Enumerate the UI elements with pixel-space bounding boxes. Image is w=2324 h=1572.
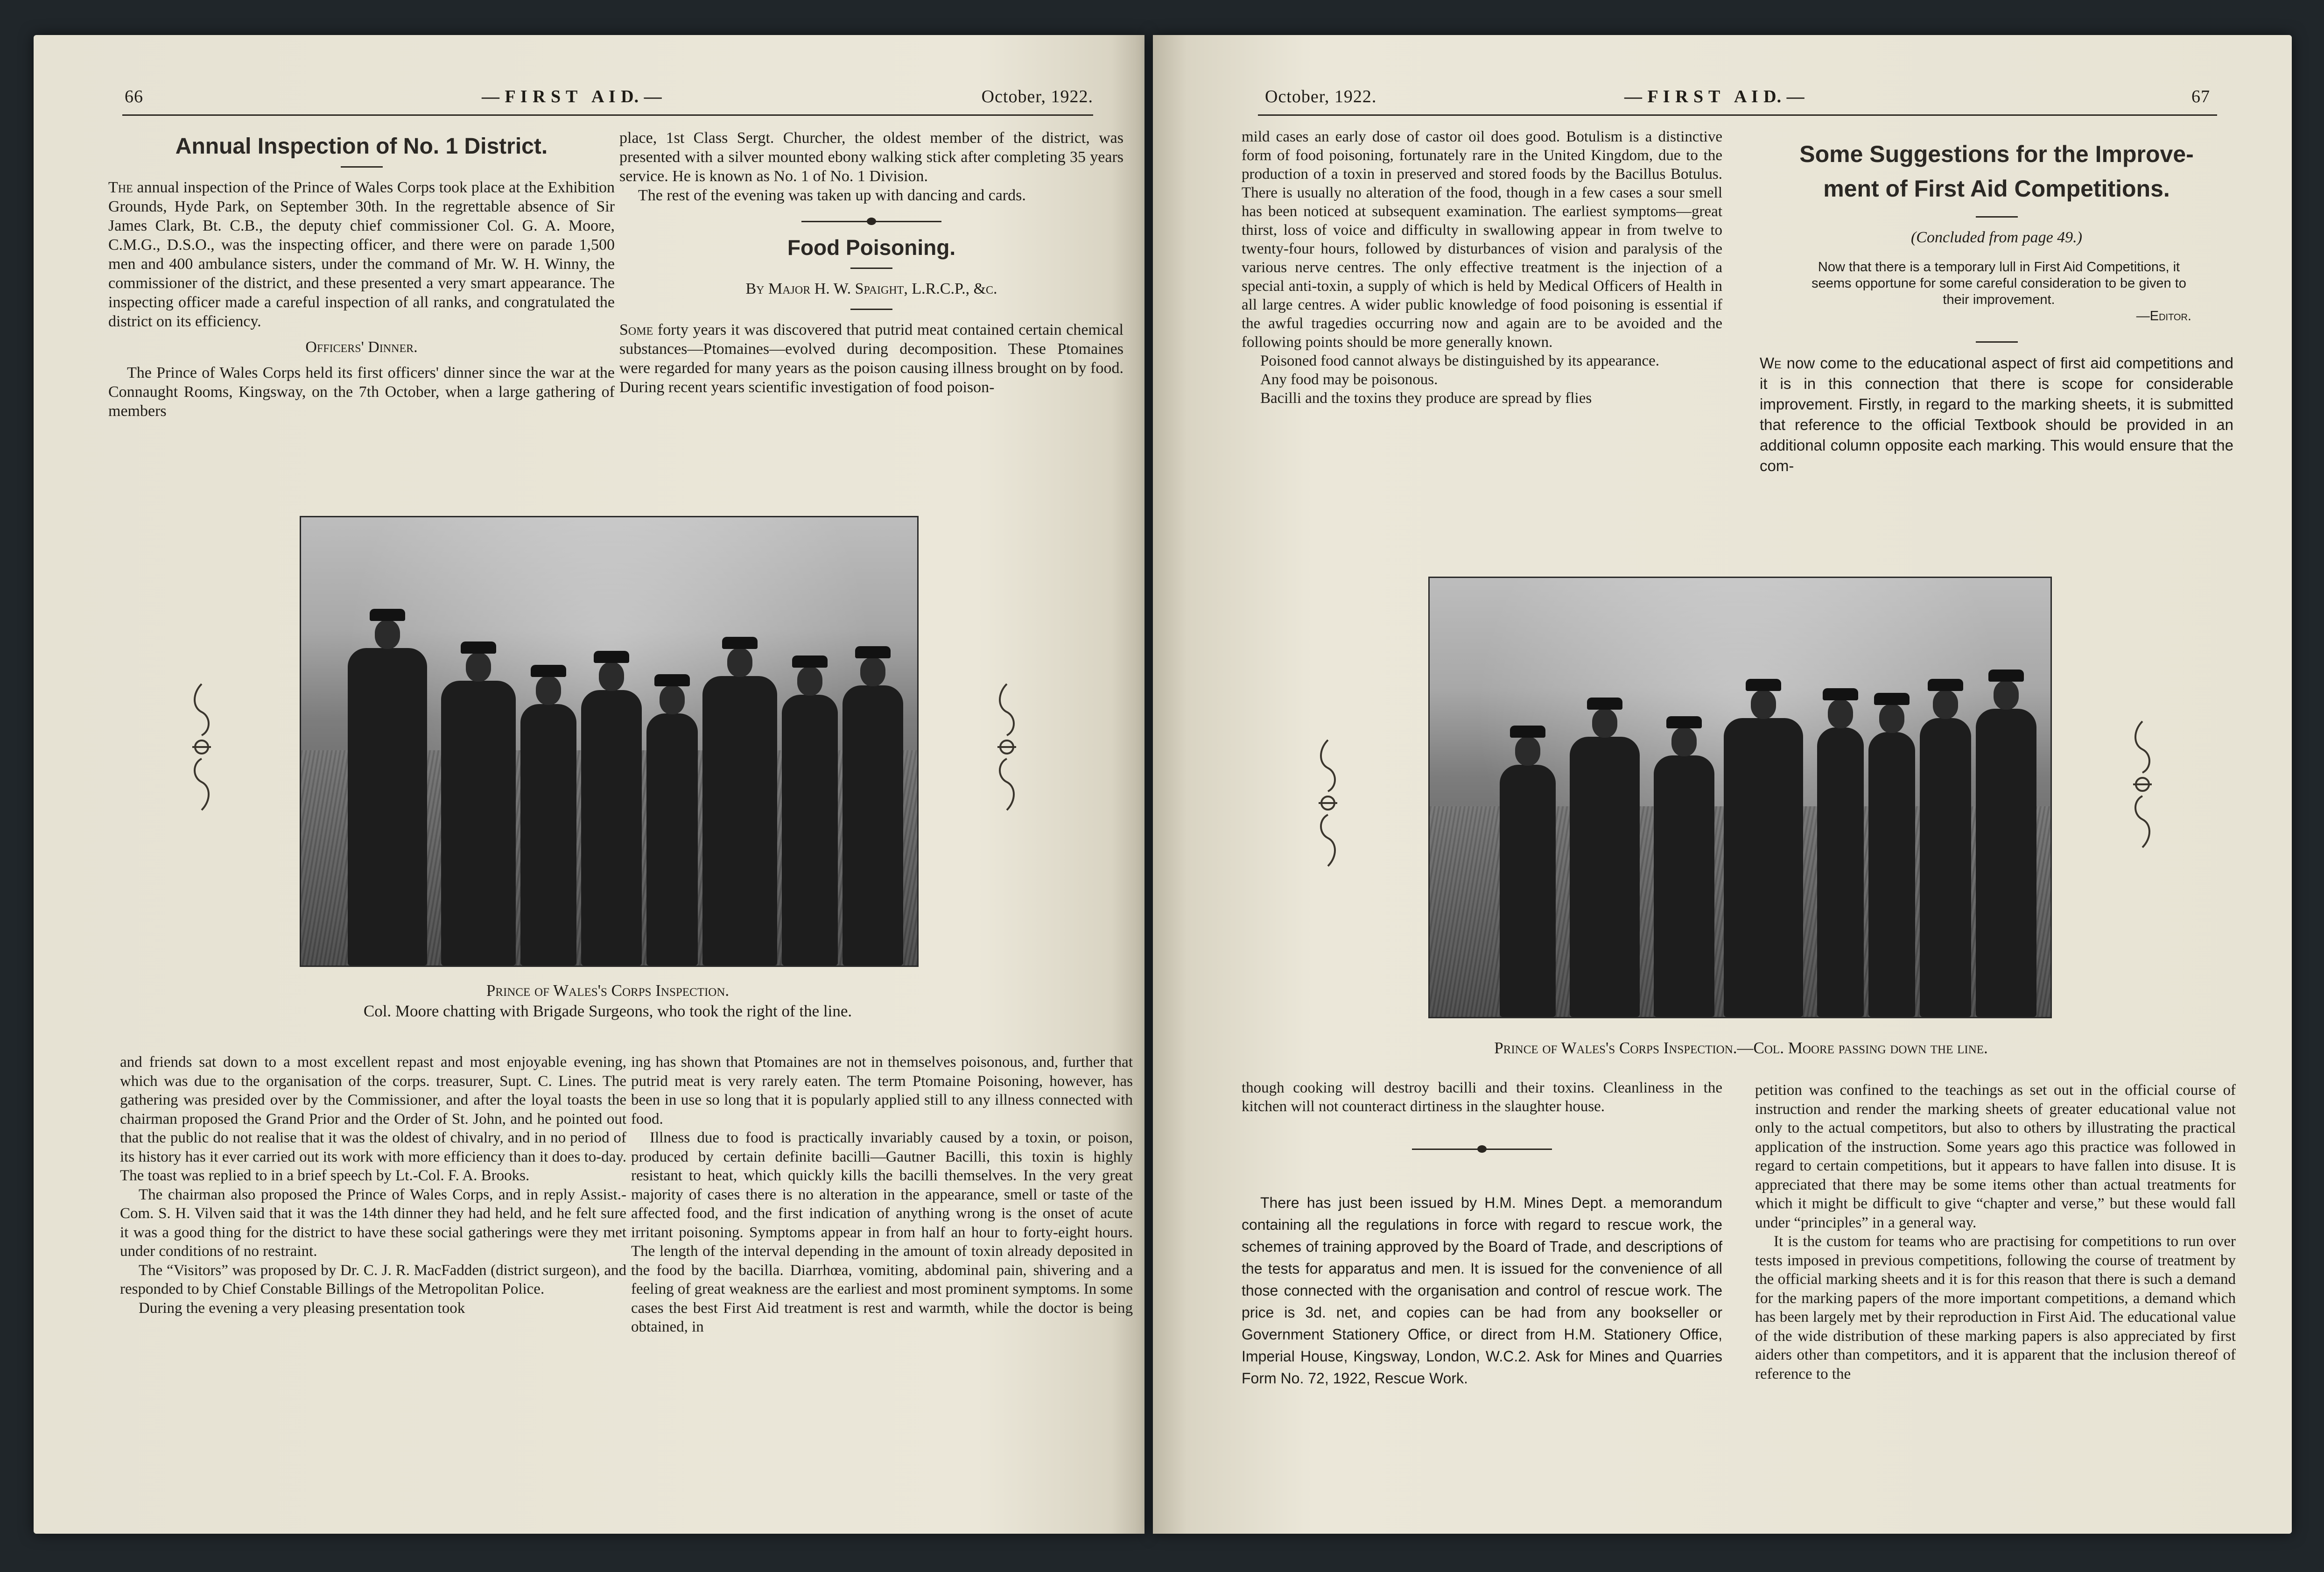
suggestions-article [1760,133,2233,476]
paragraph-text: now come to the educational aspect of first aid competitions and it is in this connection that there is scope for considerable improvement. Firstly, in regard to the marking sheets, it is submitted that reference to the official Textbook should be provided in an additional column opposite each marking. This would ensure that the com- [1760,354,2234,474]
photo-figure [1976,709,2036,1017]
scroll-ornament [993,679,1021,815]
photo-figure [782,695,838,966]
photo-figure [646,713,698,966]
paragraph-text: forty years it was discovered that putrid meat contained certain chemical substances—Ptomaines—evolved during decomposition. These Ptomaines were regarded for many years as the poison causing illness brought on by food. During recent years scientific investigation of food poison- [619,321,1124,396]
article-paragraph: The “Visitors” was proposed by Dr. C. J. R. MacFadden (district surgeon), and responded to by Chief Constable Billings of the Metropolitan Police. [120,1262,626,1297]
photo-figure [1654,755,1714,1017]
photo-figure [1868,732,1915,1017]
article-paragraph [108,178,615,331]
paragraph-text: annual inspection of the Prince of Wales Corps took place at the Exhibition Grounds, Hyde Park, on September 30th. In the regrettable absence of Sir James Clark, Bt. C.B., the deputy chief commissioner Col. G. A. Moore, C.M.G., D.S.O., was the inspecting officer, and there were on parade 1,500 men and 400 ambulance sisters, under the command of Mr. W. H. Winny, the commissioner of the district, and these presented a very smart appearance. The inspecting officer made a careful inspection of all ranks, and congratulated the district on its efficiency. [108,179,615,330]
subheading: Officers' Dinner. [305,338,418,356]
column-two-top [619,128,1123,397]
scroll-ornament [2128,717,2156,852]
section-divider [801,221,941,222]
photo-figure [702,676,777,966]
column-four-bottom [1755,1081,2236,1383]
title-dash [850,268,892,269]
issue-date: October, 1922. [981,87,1093,106]
header-rule [122,114,1093,116]
page-number: 66 [125,87,143,106]
editor-note-text: Now that there is a temporary lull in First Aid Competitions, it seems opportune for some careful consideration to be given to their improvement. [1811,260,2186,307]
scroll-ornament [188,679,216,815]
title-dash [850,309,892,310]
photograph-brigade-surgeons [300,516,919,967]
byline: By Major H. W. Spaight, L.R.C.P., &c. [745,280,997,297]
photo-caption [220,980,995,1022]
caption-title: Prince of Wales's Corps Inspection. [486,981,730,1000]
photo-figure [441,681,516,966]
article-paragraph: petition was confined to the teachings as set out in the official course of instruction and render the marking sheets of greater educational value not only to the actual competitors, but also to others by illustrating the practical application of the instruction. Some years ago this practice was followed in regard to certain competitions, but it appears to have fallen into disuse. It is appreciated that there may be some items other than actual treatments for which it might be difficult to give “chapter and verse,” but these would fall under “principles” in a general way. [1755,1082,2236,1231]
photo-figure [581,690,642,966]
article-paragraph: Bacilli and the toxins they produce are spread by flies [1260,390,1592,407]
food-poisoning-title: Food Poisoning. [787,235,956,260]
issue-date: October, 1922. [1265,87,1377,106]
photo-figure [1500,765,1556,1017]
running-title: — F I R S T A I D. — [482,87,662,106]
photo-figure [843,685,903,966]
article-paragraph: mild cases an early dose of castor oil does good. Botulism is a distinctive form of food poisoning, fortunately rare in the United Kingdom, due to the production of a toxin in preserved and stored foods by the Bacillus Botulus. There is usually no alteration of the food, though in a few cases a sour smell has been noticed at subsequent examination. The earliest symptoms—great thirst, loss of voice and difficulty in swallowing appear in from twelve to twenty-four hours, followed by disturbances of vision and paralysis of the various nerve centres. The only effective treatment is the injection of a special anti-toxin, a supply of which is held by Medical Officers of Health in all large centres. A wider public knowledge of food poisoning is essential if the awful tragedies occurring now and again are to be avoided and the following points should be more generally known. [1242,128,1722,351]
title-dash [1976,216,2018,218]
running-title: — F I R S T A I D. — [1624,87,1805,106]
article-paragraph: and friends sat down to a most excellent repast and most enjoyable evening, which was due to the organisation of the corps. treasurer, Supt. C. Lines. The gathering was presided over by the Commissioner, and after the loyal toasts the chairman proposed the Grand Prior and the Order of St. John, and he pointed out that the public do not realise that it was the oldest of chivalry, and in no period of its history has it ever carried out its work with more efficiency than it does to-day. The toast was replied to in a brief speech by Lt.-Col. F. A. Brooks. [120,1054,626,1184]
article-paragraph: ing has shown that Ptomaines are not in themselves poisonous, and, further that putrid meat is very rarely eaten. The term Ptomaine Poisoning, however, has been in use so long that it is popularly applied still to any illness connected with food. [631,1054,1133,1128]
article-paragraph: place, 1st Class Sergt. Churcher, the oldest member of the district, was presented with a silver mounted ebony walking stick after completing 35 years service. He is known as No. 1 of No. 1 Division. [619,129,1123,185]
photo-figure [1920,718,1971,1017]
article-paragraph [619,320,1123,397]
article-paragraph [1760,353,2233,476]
food-poisoning-continued [1242,127,1722,408]
article-paragraph: It is the custom for teams who are practising for competitions to run over tests imposed in previous competitions, following the course of treatment by the official marking sheets and it is for this reason that there is such a demand for the marking papers of the more important competitions, a demand which has been largely met by their reproduction in First Aid. The educational value of the wide distribution of these marking papers is also appreciated by first aiders other than competitors, and it is apparent that the inclusion thereof of reference to the [1755,1233,2236,1382]
column-one-bottom [120,1053,626,1318]
article-paragraph: The chairman also proposed the Prince of Wales Corps, and in reply Assist.-Com. S. H. Vilven said that it was the 14th dinner they had held, and he felt sure it was a good thing for the district to have these social gatherings were they met under conditions of no restraint. [120,1186,626,1260]
page-number: 67 [2191,87,2210,106]
lead-word: We [1760,354,1782,372]
photo-figure [348,648,427,966]
column-two-bottom [631,1053,1133,1337]
photo-figure [520,704,576,966]
title-line: Some Suggestions for the Improve- [1799,141,2194,167]
photo-figure [1724,718,1803,1017]
annual-inspection-article [108,133,615,421]
lead-word: Some [619,321,653,338]
column-three-bottom [1242,1079,1722,1389]
title-line: ment of First Aid Competitions. [1823,176,2170,202]
scroll-ornament [1314,735,1342,871]
article-paragraph: Poisoned food cannot always be distinguished by its appearance. [1260,352,1660,369]
suggestions-title [1760,137,2233,206]
article-paragraph: though cooking will destroy bacilli and their toxins. Cleanliness in the kitchen will not counteract dirtiness in the slaughter house. [1242,1079,1722,1115]
article-paragraph: Any food may be poisonous. [1260,371,1438,388]
left-page [34,35,1144,1534]
section-divider [1412,1149,1552,1150]
article-paragraph: The rest of the evening was taken up with dancing and cards. [638,187,1026,204]
continuation-note: (Concluded from page 49.) [1910,229,2082,246]
article-title: Annual Inspection of No. 1 District. [175,134,548,159]
photo-caption: Prince of Wales's Corps Inspection.—Col. Moore passing down the line. [1494,1039,1988,1057]
photograph-passing-line [1428,577,2052,1018]
article-paragraph: During the evening a very pleasing presentation took [139,1299,465,1317]
lead-word: The [108,179,133,196]
article-paragraph: Illness due to food is practically invariably caused by a toxin, or poison, produced by certain definite bacilli—Gautner Bacilli, this toxin is highly resistant to heat, which quickly kills the bacilli themselves. In the very great majority of cases there is no alteration in the appearance, smell or taste of the affected food, and the first indication of anything wrong is the onset of acute irritant poisoning. Symptoms appear in from half an hour to forty-eight hours. The length of the interval depending in the amount of toxin already deposited in the food by the bacilla. Diarrhœa, vomiting, abdominal pain, shivering and a feeling of great weakness are the earliest and most prominent symptoms. In some cases the best First Aid treatment is rest and warmth, while the doctor is being obtained, in [631,1129,1133,1335]
article-paragraph: The Prince of Wales Corps held its first officers' dinner since the war at the Connaught Rooms, Kingsway, on the 7th October, when a large gathering of members [108,364,615,420]
photo-figure [1570,737,1640,1017]
mines-notice: There has just been issued by H.M. Mines Dept. a memorandum containing all the regulations in force with regard to rescue work, the schemes of training approved by the Board of Trade, and descriptions of the tests for apparatus and men. It is issued for the convenience of all those connected with the organisation and control of rescue work. The price is 3d. net, and copies can be had from any bookseller or Government Stationery Office, or direct from H.M. Stationery Office, Imperial House, Kingsway, London, W.C.2. Ask for Mines and Quarries Form No. 72, 1922, Rescue Work. [1242,1194,1722,1387]
right-page [1153,35,2292,1534]
editor-signature: —Editor. [2136,309,2191,324]
title-dash [1976,341,2018,343]
caption-text: Col. Moore chatting with Brigade Surgeons, who took the right of the line. [363,1002,852,1020]
title-dash [341,166,383,168]
header-rule [1258,114,2217,116]
editor-note [1806,259,2191,324]
photo-figure [1817,727,1864,1017]
